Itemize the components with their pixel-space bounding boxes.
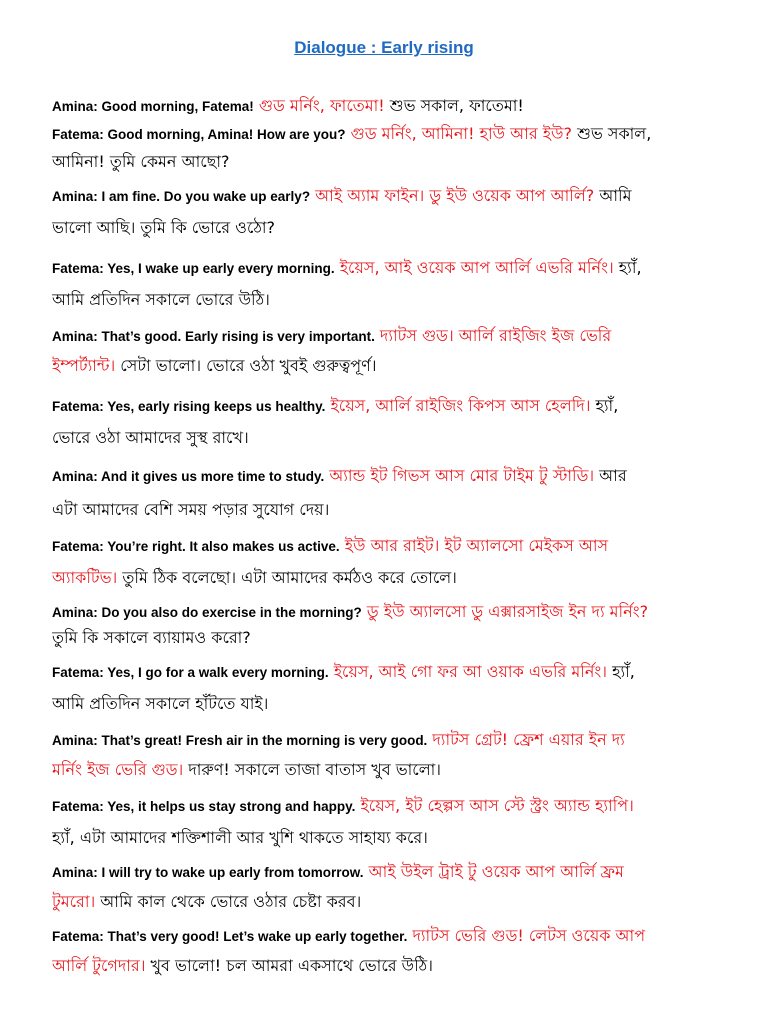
dialogue-line [52, 794, 742, 819]
pronunciation-text: টুমরো। [52, 892, 96, 911]
pronunciation-text: আই অ্যাম ফাইন। ডু ইউ ওয়েক আপ আর্লি? [315, 186, 595, 205]
bangla-translation: হ্যাঁ, [612, 662, 635, 681]
bangla-translation: আমিনা! তুমি কেমন আছো? [52, 152, 230, 171]
dialogue-line-continued [52, 566, 742, 590]
bangla-translation: হ্যাঁ, [618, 258, 642, 277]
pronunciation-text: ইম্পর্ট্যান্ট। [52, 356, 116, 375]
bangla-translation: আমি কাল থেকে ভোরে ওঠার চেষ্টা করব। [100, 892, 362, 911]
english-sentence: Amina: I will try to wake up early from tomorrow. [52, 865, 364, 880]
dialogue-line-continued [52, 426, 742, 450]
dialogue-line-continued [52, 216, 742, 240]
dialogue-line-continued [52, 692, 742, 716]
bangla-translation: ভোরে ওঠা আমাদের সুস্থ রাখে। [52, 428, 249, 447]
dialogue-line [52, 464, 742, 489]
pronunciation-text: দ্যাটস গ্রেট! ফ্রেশ এয়ার ইন দ্য [432, 730, 625, 749]
dialogue-line [52, 184, 742, 209]
bangla-translation: আর [599, 466, 627, 485]
dialogue-line [52, 534, 742, 559]
bangla-translation: হ্যাঁ, এটা আমাদের শক্তিশালী আর খুশি থাকতে সাহায্য করে। [52, 828, 428, 847]
dialogue-line [52, 324, 742, 349]
dialogue-line [52, 660, 742, 685]
dialogue-line [52, 394, 742, 419]
dialogue-line [52, 924, 742, 949]
dialogue-line [52, 122, 742, 147]
english-sentence: Amina: I am fine. Do you wake up early? [52, 189, 311, 204]
pronunciation-text: ইয়েস, আই গো ফর আ ওয়াক এভরি মর্নিং। [333, 662, 608, 681]
english-sentence: Fatema: Good morning, Amina! How are you? [52, 127, 346, 142]
pronunciation-text: ডু ইউ অ্যালসো ডু এক্সারসাইজ ইন দ্য মর্নিং? [366, 602, 649, 621]
pronunciation-text: ইয়েস, আর্লি রাইজিং কিপস আস হেলদি। [330, 396, 591, 415]
pronunciation-text: ইউ আর রাইট। ইট অ্যালসো মেইকস আস [344, 536, 609, 555]
dialogue-line-continued [52, 626, 742, 650]
english-sentence: Fatema: You’re right. It also makes us active. [52, 539, 340, 554]
pronunciation-text: মর্নিং ইজ ভেরি গুড। [52, 760, 184, 779]
english-sentence: Amina: Do you also do exercise in the morning? [52, 605, 362, 620]
pronunciation-text: দ্যাটস গুড। আর্লি রাইজিং ইজ ভেরি [379, 326, 612, 345]
bangla-translation: ভালো আছি। তুমি কি ভোরে ওঠো? [52, 218, 276, 237]
dialogue-line-continued [52, 954, 742, 978]
bangla-translation: খুব ভালো! চল আমরা একসাথে ভোরে উঠি। [150, 956, 433, 975]
dialogue-line-continued [52, 758, 742, 782]
dialogue-line-continued [52, 150, 742, 174]
pronunciation-text: আর্লি টুগেদার। [52, 956, 146, 975]
bangla-translation: শুভ সকাল, [577, 124, 652, 143]
english-sentence: Fatema: Yes, it helps us stay strong and happy. [52, 799, 356, 814]
english-sentence: Amina: That’s good. Early rising is very important. [52, 329, 375, 344]
pronunciation-text: ইয়েস, ইট হেল্পস আস স্টে স্ট্রং অ্যান্ড হ্যাপি। [360, 796, 634, 815]
pronunciation-text: অ্যাকটিভ। [52, 568, 118, 587]
pronunciation-text: গুড মর্নিং, আমিনা! হাউ আর ইউ? [350, 124, 572, 143]
bangla-translation: সেটা ভালো। ভোরে ওঠা খুবই গুরুত্বপূর্ণ। [120, 356, 377, 375]
dialogue-line [52, 256, 742, 281]
dialogue-line [52, 728, 742, 753]
pronunciation-text: আই উইল ট্রাই টু ওয়েক আপ আর্লি ফ্রম [368, 862, 624, 881]
dialogue-line-continued [52, 890, 742, 914]
pronunciation-text: গুড মর্নিং, ফাতেমা! [258, 96, 385, 115]
english-sentence: Fatema: That’s very good! Let’s wake up early together. [52, 929, 408, 944]
english-sentence: Fatema: Yes, I wake up early every morning. [52, 261, 335, 276]
bangla-translation: আমি প্রতিদিন সকালে হাঁটতে যাই। [52, 694, 269, 713]
bangla-translation: এটা আমাদের বেশি সময় পড়ার সুযোগ দেয়। [52, 500, 330, 519]
pronunciation-text: ইয়েস, আই ওয়েক আপ আর্লি এভরি মর্নিং। [339, 258, 614, 277]
bangla-translation: আমি [599, 186, 632, 205]
dialogue-line-continued [52, 826, 742, 850]
dialogue-line [52, 600, 742, 625]
bangla-translation: তুমি ঠিক বলেছো। এটা আমাদের কর্মঠও করে তোলে। [122, 568, 457, 587]
dialogue-line [52, 860, 742, 885]
dialogue-line-continued [52, 498, 742, 522]
english-sentence: Fatema: Yes, I go for a walk every morning. [52, 665, 329, 680]
pronunciation-text: দ্যাটস ভেরি গুড! লেটস ওয়েক আপ [412, 926, 646, 945]
document-title: Dialogue : Early rising [294, 38, 474, 57]
english-sentence: Fatema: Yes, early rising keeps us healthy. [52, 399, 326, 414]
bangla-translation: হ্যাঁ, [595, 396, 619, 415]
bangla-translation: তুমি কি সকালে ব্যায়ামও করো? [52, 628, 251, 647]
english-sentence: Amina: Good morning, Fatema! [52, 99, 254, 114]
pronunciation-text: অ্যান্ড ইট গিভস আস মোর টাইম টু স্টাডি। [329, 466, 595, 485]
bangla-translation: দারুণ! সকালে তাজা বাতাস খুব ভালো। [188, 760, 442, 779]
bangla-translation: শুভ সকাল, ফাতেমা! [389, 96, 524, 115]
dialogue-line-continued [52, 288, 742, 312]
english-sentence: Amina: That’s great! Fresh air in the morning is very good. [52, 733, 428, 748]
dialogue-line-continued [52, 354, 742, 378]
english-sentence: Amina: And it gives us more time to study. [52, 469, 325, 484]
bangla-translation: আমি প্রতিদিন সকালে ভোরে উঠি। [52, 290, 270, 309]
dialogue-line [52, 94, 742, 119]
